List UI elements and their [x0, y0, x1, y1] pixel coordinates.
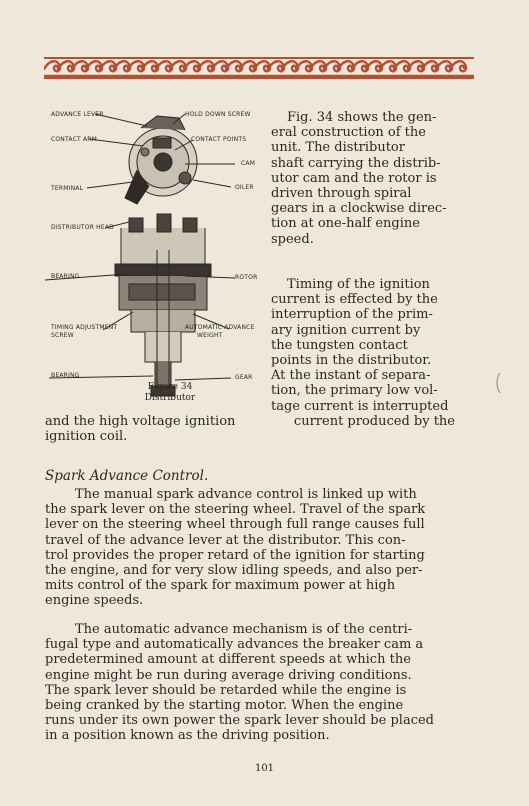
text-line: in a position known as the driving position.	[45, 728, 330, 744]
caption-subtitle: Distributor	[144, 393, 196, 403]
text-line	[45, 414, 455, 429]
label-bearing-lower: BEARING	[51, 372, 80, 379]
text-line: being cranked by the starting motor. When the engine	[45, 698, 404, 714]
text-line: the spark lever on the steering wheel. Travel of the spark	[45, 502, 426, 518]
pencil-mark-icon	[494, 372, 504, 394]
paragraph-fig34-description	[271, 110, 455, 247]
label-cam: CAM	[241, 160, 256, 167]
text-fragment-right: current produced by the	[293, 414, 455, 429]
text-line: lever on the steering wheel through full range causes full	[45, 517, 425, 533]
label-oiler: OILER	[235, 184, 254, 191]
label-contact-arm: CONTACT ARM	[51, 136, 98, 143]
label-distributor-head: DISTRIBUTOR HEAD	[51, 224, 115, 231]
text-line: The automatic advance mechanism is of the centri-	[75, 622, 413, 637]
label-automatic-advance: AUTOMATIC ADVANCE	[185, 324, 255, 331]
text-line: Fig. 34 shows the gen-	[287, 110, 437, 125]
distributor-figure	[45, 100, 267, 420]
text-line: current is effected by the	[271, 292, 438, 308]
page-number: 101	[254, 763, 275, 774]
figure-caption	[125, 382, 215, 404]
paragraph-ignition-timing	[271, 277, 455, 414]
text-line: fugal type and automatically advances the breaker cam a	[45, 637, 424, 653]
label-screw: SCREW	[51, 332, 74, 339]
text-line: gears in a clockwise direc-	[271, 201, 447, 217]
text-line: shaft carrying the distrib-	[271, 155, 441, 171]
text-line: driven through spiral	[271, 186, 412, 202]
text-line: points in the distributor.	[271, 353, 432, 369]
text-line: speed.	[271, 231, 314, 247]
label-timing-adjustment: TIMING ADJUSTMENT	[51, 324, 118, 331]
label-terminal: TERMINAL	[51, 185, 84, 192]
text-line: engine might be run during average driving conditions.	[45, 667, 412, 683]
section-heading: Spark Advance Control.	[45, 468, 209, 484]
text-line: the engine, and for very slow idling speeds, and also per-	[45, 563, 423, 579]
text-line: tion, the primary low vol-	[271, 383, 438, 399]
text-line: The manual spark advance control is linked up with	[75, 487, 417, 502]
label-advance-lever: ADVANCE LEVER	[51, 111, 104, 118]
text-line: runs under its own power the spark lever should be placed	[45, 713, 434, 729]
text-line: engine speeds.	[45, 593, 144, 609]
text-line: ary ignition current by	[271, 322, 421, 338]
text-line: The spark lever should be retarded while the engine is	[45, 682, 407, 698]
text-line: eral construction of the	[271, 125, 426, 141]
wave-pattern-icon	[44, 60, 474, 78]
text-line: predetermined amount at different speeds at which the	[45, 652, 411, 668]
paragraph-automatic-advance	[45, 622, 455, 744]
label-bearing-upper: BEARING	[51, 273, 80, 280]
label-weight: WEIGHT	[197, 332, 223, 339]
paragraph-manual-spark-advance	[45, 487, 455, 609]
label-gear: GEAR	[235, 374, 253, 381]
caption-title: Figure 34	[147, 382, 193, 392]
text-line: mits control of the spark for maximum power at high	[45, 578, 396, 594]
text-line: interruption of the prim-	[271, 307, 433, 323]
text-line: ignition coil.	[45, 429, 128, 445]
text-line: At the instant of separa-	[271, 368, 431, 384]
text-fragment-left: and the high voltage ignition	[45, 414, 236, 429]
text-line: tage current is interrupted	[271, 398, 449, 414]
label-contact-points: CONTACT POINTS	[191, 136, 247, 143]
paragraph-ignition-timing-end	[45, 414, 455, 444]
text-line: tion at one-half engine	[271, 216, 420, 232]
text-line: unit. The distributor	[271, 140, 405, 156]
text-line: the tungsten contact	[271, 337, 408, 353]
text-line: utor cam and the rotor is	[271, 170, 437, 186]
label-hold-down-screw: HOLD DOWN SCREW	[185, 111, 251, 118]
text-line: travel of the advance lever at the distributor. This con-	[45, 532, 406, 548]
text-line: trol provides the proper retard of the ignition for starting	[45, 547, 425, 563]
text-line: Timing of the ignition	[287, 277, 430, 292]
decorative-wave-border	[44, 57, 474, 79]
label-rotor: ROTOR	[235, 274, 258, 281]
